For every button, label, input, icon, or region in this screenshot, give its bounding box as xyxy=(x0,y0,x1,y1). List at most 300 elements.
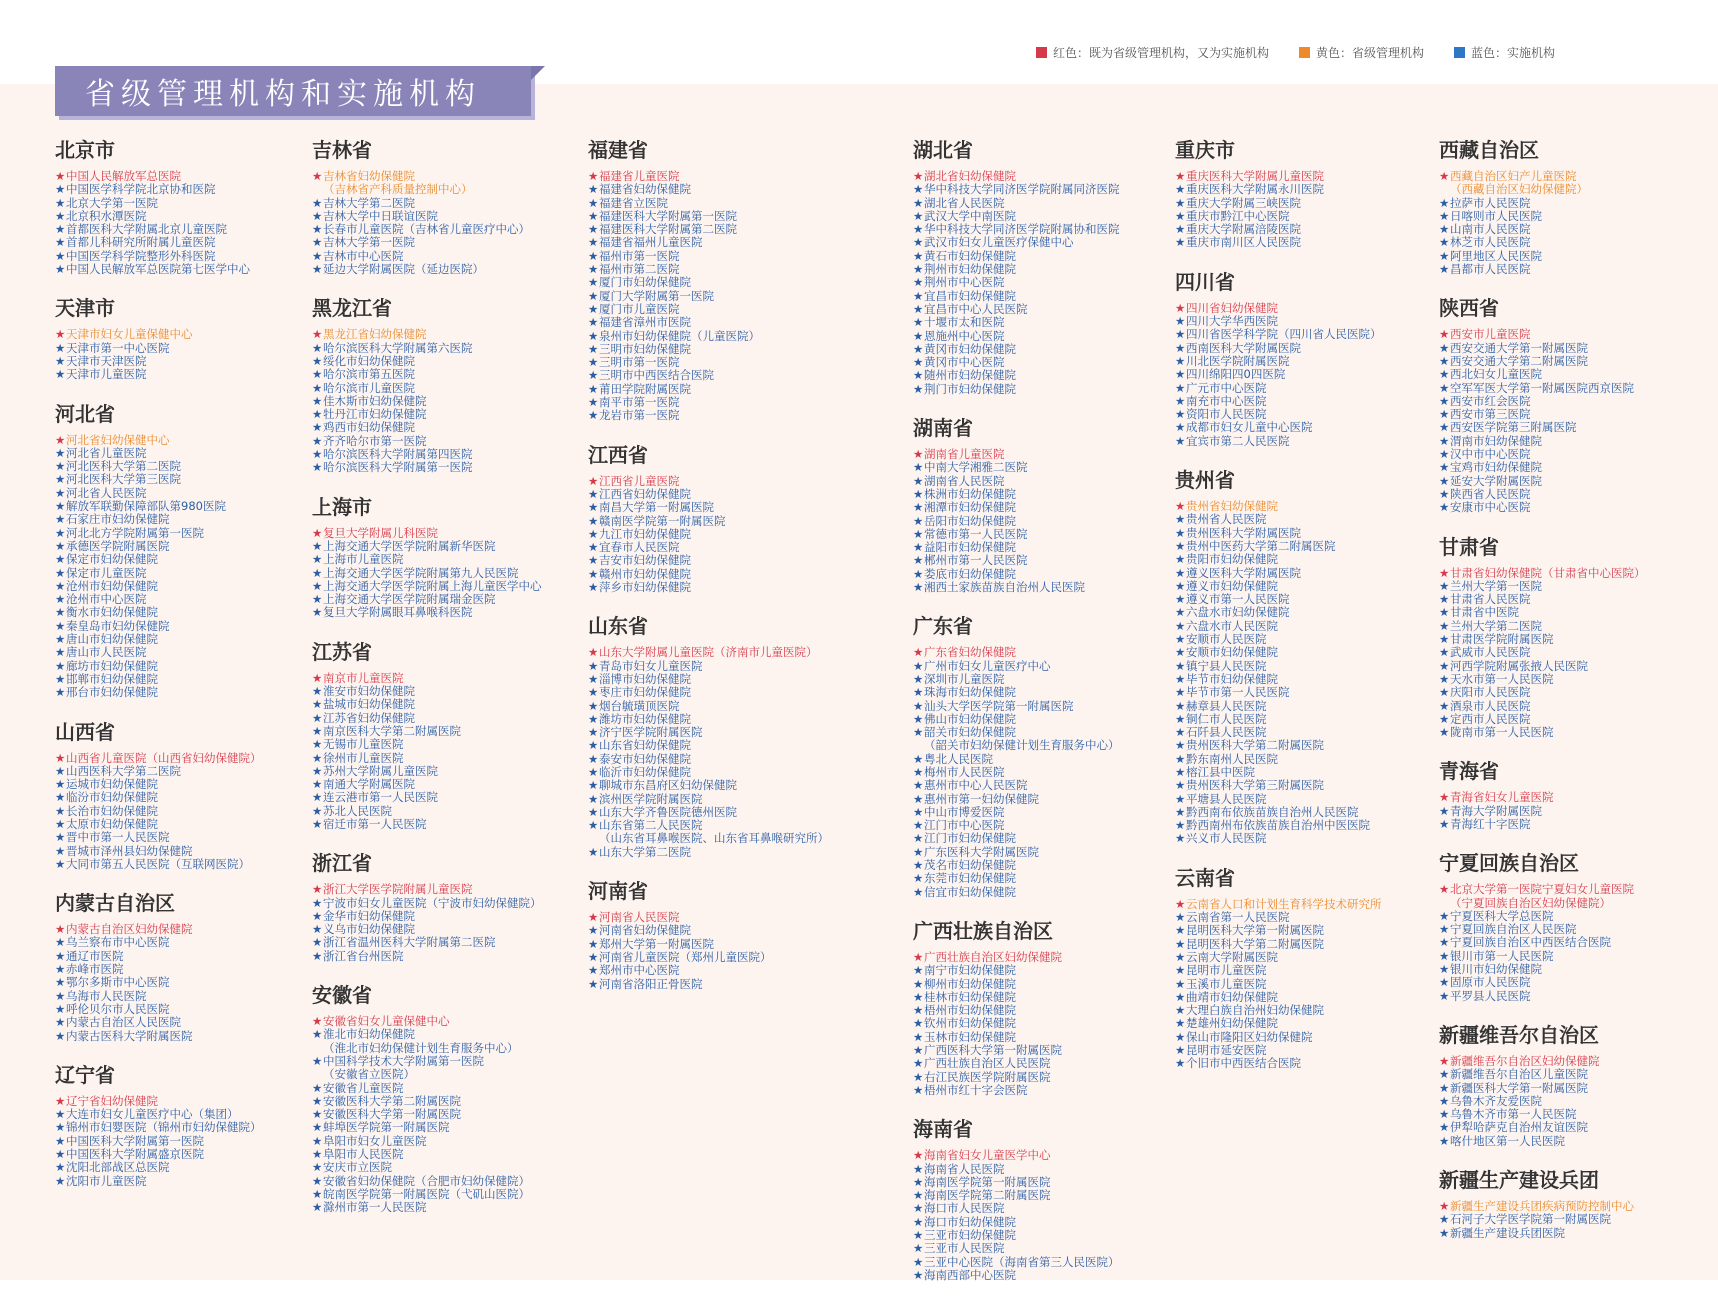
institution-item xyxy=(588,951,829,964)
institution-item xyxy=(588,303,829,316)
institution-item xyxy=(1175,911,1382,924)
legend-item-yellow xyxy=(1299,44,1424,61)
institution-name: 右江民族医学院附属医院 xyxy=(924,1069,1051,1084)
star-icon: ★ xyxy=(55,790,66,805)
institution-item xyxy=(1175,793,1382,806)
institution-name: 浙江省温州医科大学附属第二医院 xyxy=(323,935,496,950)
star-icon: ★ xyxy=(312,565,323,580)
star-icon: ★ xyxy=(312,433,323,448)
institution-item xyxy=(913,330,1120,343)
institution-name: 哈尔滨市儿童医院 xyxy=(323,380,415,395)
institution-name: 吉安市妇幼保健院 xyxy=(599,553,691,568)
star-icon: ★ xyxy=(1175,327,1186,342)
star-icon: ★ xyxy=(55,1028,66,1043)
institution-name: 甘肃医学院附属医院 xyxy=(1450,632,1554,647)
institution-item xyxy=(312,685,542,698)
institution-name: 山东省第二人民医院 xyxy=(599,818,703,833)
star-icon: ★ xyxy=(1439,578,1450,593)
institution-item xyxy=(55,567,262,580)
star-icon: ★ xyxy=(55,843,66,858)
institution-name: 青海省妇女儿童医院 xyxy=(1450,790,1554,805)
institution-name: 赣南医学院第一附属医院 xyxy=(599,513,726,528)
province-name: 海南省 xyxy=(913,1117,973,1142)
star-icon: ★ xyxy=(1175,208,1186,223)
institution-name: 保定市儿童医院 xyxy=(66,565,147,580)
institution-name: 个旧市中西医结合医院 xyxy=(1186,1056,1301,1071)
institution-name: 山东省妇幼保健院 xyxy=(599,738,691,753)
institution-item xyxy=(1175,328,1382,341)
star-icon: ★ xyxy=(913,381,924,396)
institution-item xyxy=(55,1121,262,1134)
star-icon: ★ xyxy=(1439,725,1450,740)
province-column xyxy=(913,140,1120,1304)
institution-item xyxy=(913,290,1120,303)
institution-item xyxy=(55,805,262,818)
province-block xyxy=(55,401,262,700)
institution-item xyxy=(55,831,262,844)
institution-name: 毕节市第一人民医院 xyxy=(1186,685,1290,700)
star-icon: ★ xyxy=(312,1186,323,1201)
institution-item xyxy=(588,660,829,673)
institution-name: 甘肃省中医院 xyxy=(1450,605,1519,620)
star-icon: ★ xyxy=(1439,698,1450,713)
institution-name: 晋城市泽州县妇幼保健院 xyxy=(66,843,193,858)
institution-item xyxy=(312,1148,542,1161)
institution-item xyxy=(913,1242,1120,1255)
institution-item xyxy=(1439,633,1646,646)
institution-name: 河北医科大学第二医院 xyxy=(66,459,181,474)
institution-name: 皖南医学院第一附属医院（弋矶山医院） xyxy=(323,1186,530,1201)
province-block xyxy=(1439,761,1646,831)
star-icon: ★ xyxy=(1175,910,1186,925)
star-icon: ★ xyxy=(588,936,599,951)
star-icon: ★ xyxy=(588,486,599,501)
institution-item xyxy=(312,263,542,276)
star-icon: ★ xyxy=(1175,340,1186,355)
institution-item xyxy=(588,541,829,554)
institution-name: 吉林大学中日联谊医院 xyxy=(323,208,438,223)
star-icon: ★ xyxy=(1439,473,1450,488)
institution-item xyxy=(913,819,1120,832)
institution-item xyxy=(312,765,542,778)
institution-name: 西安市第三医院 xyxy=(1450,407,1531,422)
institution-name: 昆明医科大学第一附属医院 xyxy=(1186,923,1324,938)
institution-name: 中国医学科学院整形外科医院 xyxy=(66,248,216,263)
institution-item xyxy=(588,739,829,752)
institution-name: 福建省妇幼保健院 xyxy=(599,182,691,197)
star-icon: ★ xyxy=(1175,1056,1186,1071)
star-icon: ★ xyxy=(588,235,599,250)
star-icon: ★ xyxy=(55,182,66,197)
institution-item xyxy=(588,673,829,686)
institution-name: 延安大学附属医院 xyxy=(1450,473,1542,488)
star-icon: ★ xyxy=(312,697,323,712)
province-block xyxy=(588,442,829,595)
institution-item xyxy=(312,170,542,183)
institution-item xyxy=(312,236,542,249)
institution-item xyxy=(913,846,1120,859)
star-icon: ★ xyxy=(588,341,599,356)
star-icon: ★ xyxy=(312,816,323,831)
province-name: 重庆市 xyxy=(1175,138,1235,162)
institution-name: 山东大学附属儿童医院（济南市儿童医院） xyxy=(599,645,818,660)
institution-name: 资阳市人民医院 xyxy=(1186,407,1267,422)
star-icon: ★ xyxy=(913,341,924,356)
star-icon: ★ xyxy=(1175,314,1186,329)
star-icon: ★ xyxy=(312,882,323,897)
institution-item xyxy=(55,593,262,606)
institution-item xyxy=(1175,753,1382,766)
institution-item xyxy=(55,660,262,673)
institution-item xyxy=(1439,1227,1646,1240)
institution-name: 黄石市妇幼保健院 xyxy=(924,248,1016,263)
institution-name: 安徽省儿童医院 xyxy=(323,1080,404,1095)
institution-name: 拉萨市人民医院 xyxy=(1450,195,1531,210)
star-icon: ★ xyxy=(588,169,599,183)
institution-item xyxy=(913,276,1120,289)
institution-item xyxy=(588,646,829,659)
star-icon: ★ xyxy=(913,500,924,515)
institution-name: 滁州市第一人民医院 xyxy=(323,1200,427,1215)
institution-name: 河南省妇幼保健院 xyxy=(599,923,691,938)
institution-item xyxy=(312,395,542,408)
star-icon: ★ xyxy=(913,460,924,475)
institution-item xyxy=(913,197,1120,210)
institution-name: 榕江县中医院 xyxy=(1186,764,1255,779)
institution-name: 娄底市妇幼保健院 xyxy=(924,566,1016,581)
institution-name: 连云港市第一人民医院 xyxy=(323,790,438,805)
institution-item xyxy=(55,263,262,276)
institution-item xyxy=(1175,1004,1382,1017)
institution-name: 镇宁县人民医院 xyxy=(1186,658,1267,673)
star-icon: ★ xyxy=(55,671,66,686)
province-name: 浙江省 xyxy=(312,851,372,876)
institution-item xyxy=(588,528,829,541)
star-icon: ★ xyxy=(913,698,924,713)
institution-name: 六盘水市妇幼保健院 xyxy=(1186,605,1290,620)
institution-item xyxy=(1175,1057,1382,1070)
star-icon: ★ xyxy=(312,1053,323,1068)
institution-item xyxy=(312,1095,542,1108)
institution-name: 北京积水潭医院 xyxy=(66,208,147,223)
institution-name: 三明市第一医院 xyxy=(599,355,680,370)
institution-item xyxy=(588,568,829,581)
institution-item xyxy=(55,473,262,486)
institution-item xyxy=(588,501,829,514)
star-icon: ★ xyxy=(913,580,924,595)
institution-item xyxy=(312,421,542,434)
institution-name: 广西壮族自治区人民医院 xyxy=(924,1056,1051,1071)
institution-item xyxy=(1175,315,1382,328)
institution-item xyxy=(312,672,542,685)
star-icon: ★ xyxy=(588,963,599,978)
institution-item xyxy=(55,1016,262,1029)
institution-name: 鸡西市妇幼保健院 xyxy=(323,420,415,435)
institution-item xyxy=(1175,368,1382,381)
province-block xyxy=(588,616,829,859)
institution-item xyxy=(312,342,542,355)
star-icon: ★ xyxy=(55,935,66,950)
institution-name: 株洲市妇幼保健院 xyxy=(924,486,1016,501)
institution-name: 宜宾市第二人民医院 xyxy=(1186,433,1290,448)
institution-name: 浙江大学医学院附属儿童医院 xyxy=(323,882,473,897)
institution-item xyxy=(1439,236,1646,249)
institution-item xyxy=(588,515,829,528)
institution-name: 荆州市妇幼保健院 xyxy=(924,262,1016,277)
institution-name: 贵州医科大学第三附属医院 xyxy=(1186,778,1324,793)
institution-name: 淮北市妇幼保健院 xyxy=(323,1027,415,1042)
institution-name: 贵州省人民医院 xyxy=(1186,512,1267,527)
star-icon: ★ xyxy=(588,381,599,396)
institution-item xyxy=(312,1175,542,1188)
institution-name: 平罗县人民医院 xyxy=(1450,988,1531,1003)
institution-item xyxy=(1439,250,1646,263)
institution-item xyxy=(1439,197,1646,210)
institution-name: （安徽省立医院） xyxy=(323,1067,415,1082)
star-icon: ★ xyxy=(913,764,924,779)
institution-item xyxy=(1175,500,1382,513)
star-icon: ★ xyxy=(913,989,924,1004)
star-icon: ★ xyxy=(1175,711,1186,726)
institution-name: 滨州医学院附属医院 xyxy=(599,791,703,806)
institution-item xyxy=(1175,819,1382,832)
province-column xyxy=(1175,140,1382,1093)
star-icon: ★ xyxy=(588,685,599,700)
star-icon: ★ xyxy=(1175,512,1186,527)
institution-name: 安顺市人民医院 xyxy=(1186,632,1267,647)
province-name: 江苏省 xyxy=(312,639,372,664)
institution-name: 林芝市人民医院 xyxy=(1450,235,1531,250)
institution-name: 武威市人民医院 xyxy=(1450,645,1531,660)
star-icon: ★ xyxy=(588,738,599,753)
institution-name: 新疆医科大学第一附属医院 xyxy=(1450,1080,1588,1095)
institution-name: 义乌市妇幼保健院 xyxy=(323,922,415,937)
star-icon: ★ xyxy=(913,288,924,303)
star-icon: ★ xyxy=(312,605,323,620)
institution-item xyxy=(1439,580,1646,593)
institution-item xyxy=(312,1068,542,1081)
legend-swatch-red xyxy=(1036,47,1047,58)
institution-item xyxy=(913,383,1120,396)
star-icon: ★ xyxy=(1175,632,1186,647)
institution-item xyxy=(1439,488,1646,501)
institution-item xyxy=(1175,726,1382,739)
star-icon: ★ xyxy=(1439,1212,1450,1227)
institution-name: （淮北市妇幼保健计划生育服务中心） xyxy=(323,1040,519,1055)
institution-name: 赣州市妇幼保健院 xyxy=(599,566,691,581)
institution-item xyxy=(588,170,829,183)
institution-item xyxy=(1439,963,1646,976)
institution-item xyxy=(312,540,542,553)
star-icon: ★ xyxy=(588,315,599,330)
province-name: 辽宁省 xyxy=(55,1062,115,1087)
institution-name: 三明市中西医结合医院 xyxy=(599,368,714,383)
institution-name: 山东大学第二医院 xyxy=(599,844,691,859)
star-icon: ★ xyxy=(55,248,66,263)
institution-item xyxy=(1439,183,1646,196)
star-icon: ★ xyxy=(588,328,599,343)
institution-item xyxy=(312,1015,542,1028)
institution-item xyxy=(913,568,1120,581)
institution-name: 赤峰市医院 xyxy=(66,962,124,977)
institution-name: 吉林大学第二医院 xyxy=(323,195,415,210)
star-icon: ★ xyxy=(913,328,924,343)
institution-name: 中国人民解放军总医院第七医学中心 xyxy=(66,262,250,277)
institution-name: 三明市妇幼保健院 xyxy=(599,341,691,356)
institution-item xyxy=(1175,593,1382,606)
institution-item xyxy=(1439,1055,1646,1068)
institution-name: 廊坊市妇幼保健院 xyxy=(66,658,158,673)
province-name: 吉林省 xyxy=(312,138,372,162)
institution-item xyxy=(1439,448,1646,461)
star-icon: ★ xyxy=(913,208,924,223)
institution-name: 西北妇女儿童医院 xyxy=(1450,367,1542,382)
star-icon: ★ xyxy=(913,1082,924,1097)
institution-name: 云南省人口和计划生育科学技术研究所 xyxy=(1186,896,1382,911)
star-icon: ★ xyxy=(913,540,924,555)
star-icon: ★ xyxy=(913,1188,924,1203)
institution-name: 江西省妇幼保健院 xyxy=(599,486,691,501)
institution-name: 重庆大学附属涪陵医院 xyxy=(1186,222,1301,237)
institution-item xyxy=(1175,739,1382,752)
institution-name: 安徽医科大学第一附属医院 xyxy=(323,1107,461,1122)
institution-name: 西南医科大学附属医院 xyxy=(1186,340,1301,355)
province-name: 河南省 xyxy=(588,879,648,904)
star-icon: ★ xyxy=(55,777,66,792)
star-icon: ★ xyxy=(588,526,599,541)
province-block xyxy=(913,616,1120,899)
province-name: 甘肃省 xyxy=(1439,534,1499,559)
institution-item xyxy=(588,554,829,567)
institution-name: 湖南省人民医院 xyxy=(924,473,1005,488)
institution-item xyxy=(55,236,262,249)
institution-name: 西安医学院第三附属医院 xyxy=(1450,420,1577,435)
institution-item xyxy=(913,1149,1120,1162)
institution-name: 乌鲁木齐市第一人民医院 xyxy=(1450,1107,1577,1122)
institution-name: 延边大学附属医院（延边医院） xyxy=(323,262,484,277)
institution-name: 保山市隆阳区妇幼保健院 xyxy=(1186,1029,1313,1044)
institution-name: 广东省妇幼保健院 xyxy=(924,645,1016,660)
institution-item xyxy=(913,581,1120,594)
institution-name: 随州市妇幼保健院 xyxy=(924,368,1016,383)
institution-item xyxy=(913,488,1120,501)
institution-name: 岳阳市妇幼保健院 xyxy=(924,513,1016,528)
institution-name: 海南西部中心医院 xyxy=(924,1267,1016,1282)
institution-name: 南昌大学第一附属医院 xyxy=(599,500,714,515)
institution-item xyxy=(55,513,262,526)
institution-item xyxy=(913,1189,1120,1202)
institution-item xyxy=(588,726,829,739)
province-name: 北京市 xyxy=(55,138,115,162)
institution-item xyxy=(913,1017,1120,1030)
star-icon: ★ xyxy=(312,710,323,725)
institution-name: 广西医科大学第一附属医院 xyxy=(924,1043,1062,1058)
institution-item xyxy=(913,356,1120,369)
star-icon: ★ xyxy=(913,858,924,873)
institution-item xyxy=(312,593,542,606)
star-icon: ★ xyxy=(1439,988,1450,1003)
institution-name: 海南医学院第一附属医院 xyxy=(924,1174,1051,1189)
star-icon: ★ xyxy=(55,538,66,553)
star-icon: ★ xyxy=(1175,896,1186,911)
star-icon: ★ xyxy=(1439,420,1450,435)
province-name: 山西省 xyxy=(55,719,115,744)
star-icon: ★ xyxy=(1439,222,1450,237)
star-icon: ★ xyxy=(588,751,599,766)
institution-name: 福州市第一医院 xyxy=(599,248,680,263)
star-icon: ★ xyxy=(913,1161,924,1176)
institution-name: 十堰市太和医院 xyxy=(924,315,1005,330)
institution-item xyxy=(588,263,829,276)
institution-item xyxy=(1439,976,1646,989)
star-icon: ★ xyxy=(1175,380,1186,395)
institution-name: 宝鸡市妇幼保健院 xyxy=(1450,460,1542,475)
institution-name: 内蒙古自治区人民医院 xyxy=(66,1015,181,1030)
institution-name: 贵州医科大学附属医院 xyxy=(1186,525,1301,540)
institution-name: 梧州市红十字会医院 xyxy=(924,1082,1028,1097)
institution-item xyxy=(1175,197,1382,210)
institution-item xyxy=(1439,475,1646,488)
institution-item xyxy=(588,236,829,249)
institution-name: 湘潭市妇幼保健院 xyxy=(924,500,1016,515)
star-icon: ★ xyxy=(55,512,66,527)
institution-name: 常德市第一人民医院 xyxy=(924,526,1028,541)
institution-item xyxy=(588,700,829,713)
institution-item xyxy=(588,396,829,409)
title-banner xyxy=(55,66,531,116)
institution-item xyxy=(913,793,1120,806)
province-column xyxy=(55,140,262,1210)
star-icon: ★ xyxy=(55,578,66,593)
province-block xyxy=(1439,298,1646,514)
star-icon: ★ xyxy=(55,1160,66,1175)
institution-item xyxy=(588,488,829,501)
institution-item xyxy=(1175,567,1382,580)
institution-name: 固原市人民医院 xyxy=(1450,975,1531,990)
institution-name: 九江市妇幼保健院 xyxy=(599,526,691,541)
star-icon: ★ xyxy=(913,818,924,833)
institution-name: 青岛市妇女儿童医院 xyxy=(599,658,703,673)
institution-item xyxy=(55,646,262,659)
institution-name: 定西市人民医院 xyxy=(1450,711,1531,726)
institution-name: 厦门大学附属第一医院 xyxy=(599,288,714,303)
institution-item xyxy=(588,409,829,422)
institution-item xyxy=(312,778,542,791)
star-icon: ★ xyxy=(1175,738,1186,753)
star-icon: ★ xyxy=(55,262,66,277)
star-icon: ★ xyxy=(1175,818,1186,833)
institution-name: 三亚市人民医院 xyxy=(924,1241,1005,1256)
institution-item xyxy=(55,976,262,989)
province-block xyxy=(913,418,1120,594)
institution-item xyxy=(588,343,829,356)
institution-item xyxy=(1439,936,1646,949)
province-name: 广西壮族自治区 xyxy=(913,918,1053,943)
institution-item xyxy=(913,369,1120,382)
institution-item xyxy=(55,1161,262,1174)
institution-item xyxy=(1439,805,1646,818)
institution-name: 青海红十字医院 xyxy=(1450,816,1531,831)
institution-name: 毕节市妇幼保健院 xyxy=(1186,671,1278,686)
institution-name: 江门市中心医院 xyxy=(924,818,1005,833)
institution-name: 陕西省人民医院 xyxy=(1450,486,1531,501)
star-icon: ★ xyxy=(312,208,323,223)
province-block xyxy=(312,985,542,1214)
institution-name: 郑州大学第一附属医院 xyxy=(599,936,714,951)
institution-item xyxy=(312,1121,542,1134)
institution-item xyxy=(55,1148,262,1161)
institution-item xyxy=(588,924,829,937)
